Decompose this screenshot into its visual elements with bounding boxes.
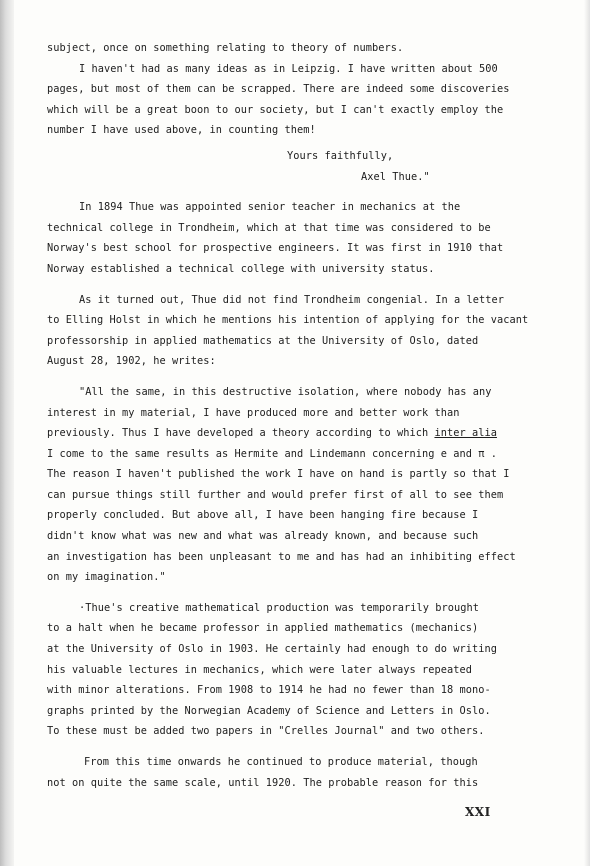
text-line: August 28, 1902, he writes: — [47, 355, 216, 368]
text-line: graphs printed by the Norwegian Academy of Science and Letters in Oslo. — [47, 704, 491, 717]
text-line: As it turned out, Thue did not find Trondheim congenial. In a letter — [79, 293, 504, 306]
letter-signature: Axel Thue." — [361, 170, 430, 183]
text-line: To these must be added two papers in "Crelles Journal" and two others. — [47, 725, 485, 738]
text-line: with minor alterations. From 1908 to 1914 he had no fewer than 18 mono- — [47, 684, 491, 697]
text-line: pages, but most of them can be scrapped. There are indeed some discoveries — [47, 83, 510, 96]
block-quote — [47, 382, 516, 588]
text-line: his valuable lectures in mechanics, which were later always repeated — [47, 663, 472, 676]
scan-shadow-left — [0, 0, 14, 866]
text-line: to a halt when he became professor in applied mathematics (mechanics) — [47, 622, 479, 635]
letter-closing — [47, 38, 510, 187]
latin-phrase: inter alia — [434, 427, 497, 440]
text-line: From this time onwards he continued to produce material, though — [84, 756, 478, 768]
body-text — [47, 38, 529, 793]
text-line: which will be a great boon to our society, but I can't exactly employ the — [47, 103, 504, 116]
text-line: Norway established a technical college with university status. — [47, 262, 435, 275]
text-line: Norway's best school for prospective engineers. It was first in 1910 that — [47, 242, 504, 255]
letter-signoff: Yours faithfully, — [287, 149, 394, 162]
paragraph — [47, 290, 529, 372]
text-line: I haven't had as many ideas as in Leipzig. I have written about 500 — [79, 62, 498, 75]
text-line: to Elling Holst in which he mentions his intention of applying for the vacant — [47, 314, 529, 327]
text-line: I come to the same results as Hermite and Lindemann concerning e and π . — [47, 447, 497, 460]
scan-shadow-right — [584, 0, 590, 866]
text-line: didn't know what was new and what was already known, and because such — [47, 530, 479, 543]
text-line: at the University of Oslo in 1903. He certainly had enough to do writing — [47, 643, 497, 656]
text-run: previously. Thus I have developed a theory according to which — [47, 427, 435, 440]
text-line: can pursue things still further and would prefer first of all to see them — [47, 488, 504, 501]
text-line: interest in my material, I have produced more and better work than — [47, 406, 460, 419]
paragraph — [47, 598, 507, 742]
paragraph — [47, 197, 507, 279]
text-line: properly concluded. But above all, I have been hanging fire because I — [47, 509, 479, 522]
paragraph — [47, 752, 507, 793]
page-number: XXI — [465, 805, 491, 819]
text-line — [47, 423, 507, 444]
text-line: The reason I haven't published the work I have on hand is partly so that I — [47, 468, 510, 481]
text-line: not on quite the same scale, until 1920. The probable reason for this — [47, 776, 479, 789]
text-line: "All the same, in this destructive isolation, where nobody has any — [79, 385, 492, 398]
text-line: number I have used above, in counting them! — [47, 124, 316, 137]
text-line: an investigation has been unpleasant to me and has had an inhibiting effect — [47, 550, 516, 563]
text-line: In 1894 Thue was appointed senior teacher in mechanics at the — [79, 201, 461, 214]
text-line: subject, once on something relating to theory of numbers. — [47, 42, 404, 54]
text-line: on my imagination." — [47, 571, 166, 584]
text-line: ·Thue's creative mathematical production was temporarily brought — [79, 601, 479, 614]
text-line: technical college in Trondheim, which at that time was considered to be — [47, 221, 491, 234]
text-line: professorship in applied mathematics at the University of Oslo, dated — [47, 334, 479, 347]
